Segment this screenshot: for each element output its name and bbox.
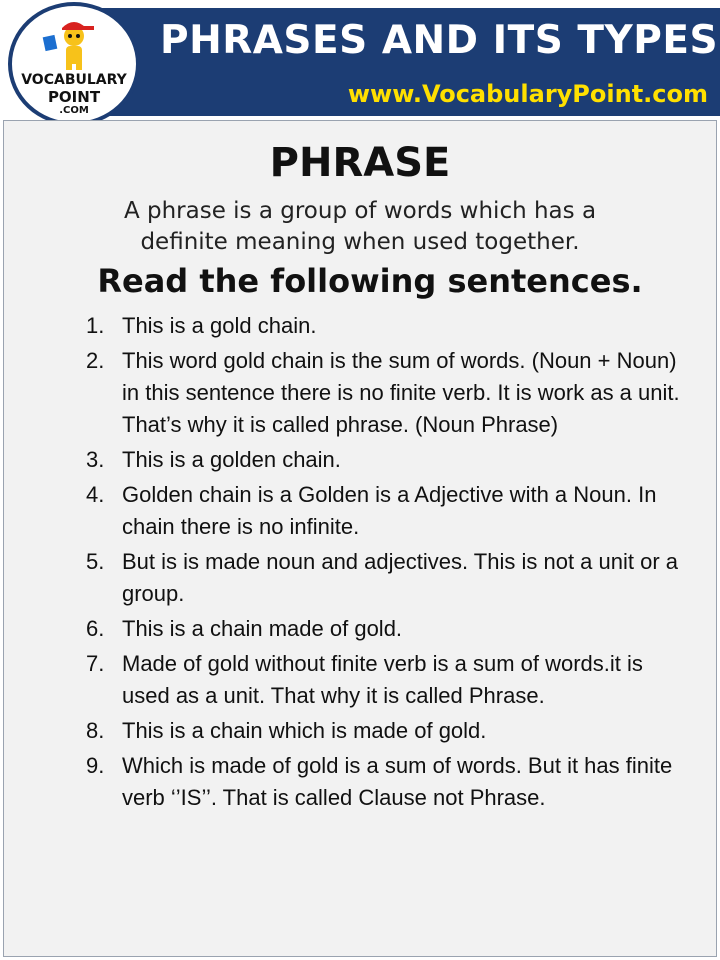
list-item <box>80 648 680 712</box>
list-item-text: But is is made noun and adjectives. This is not a unit or a group. <box>122 549 679 606</box>
sentence-list <box>80 310 680 817</box>
list-item-number: 4. <box>86 482 105 507</box>
list-item-number: 7. <box>86 651 105 676</box>
section-heading: PHRASE <box>269 140 451 186</box>
section-subheading: Read the following sentences. <box>97 262 643 300</box>
list-item-number: 5. <box>86 549 105 574</box>
list-item-number: 2. <box>86 348 105 373</box>
logo-text-vocabulary: VOCABULARY <box>21 72 127 88</box>
list-item-number: 9. <box>86 753 105 778</box>
list-item-text: This is a chain made of gold. <box>122 616 403 641</box>
list-item-text: This is a golden chain. <box>122 447 341 472</box>
list-item-number: 1. <box>86 313 105 338</box>
list-item-number: 8. <box>86 718 105 743</box>
list-item <box>80 613 680 645</box>
logo-text-com: .COM <box>59 105 89 116</box>
site-logo[interactable] <box>8 2 140 126</box>
list-item-text: Golden chain is a Golden is a Adjective with a Noun. In chain there is no infinite. <box>122 482 657 539</box>
list-item <box>80 750 680 814</box>
site-url[interactable]: www.VocabularyPoint.com <box>347 80 708 108</box>
list-item-text: This is a chain which is made of gold. <box>122 718 487 743</box>
list-item-text: This word gold chain is the sum of words. (Noun + Noun) in this sentence there is no finite verb. It is work as a unit. That’s why it is called phrase. (Noun Phrase) <box>122 348 680 437</box>
list-item <box>80 345 680 441</box>
list-item-text: Made of gold without finite verb is a sum of words.it is used as a unit. That why it is called Phrase. <box>122 651 643 708</box>
mascot-icon <box>42 14 106 72</box>
list-item <box>80 546 680 610</box>
list-item <box>80 310 680 342</box>
header <box>0 0 720 118</box>
list-item <box>80 479 680 543</box>
list-item <box>80 715 680 747</box>
logo-text-point: POINT <box>47 88 101 106</box>
page-title: PHRASES AND ITS TYPES <box>160 18 719 63</box>
list-item-number: 3. <box>86 447 105 472</box>
list-item-number: 6. <box>86 616 105 641</box>
list-item-text: This is a gold chain. <box>122 313 317 338</box>
list-item-text: Which is made of gold is a sum of words. But it has finite verb ‘’IS’’. That is called Clause not Phrase. <box>122 753 673 810</box>
list-item <box>80 444 680 476</box>
definition-text: A phrase is a group of words which has a definite meaning when used together. <box>123 198 597 255</box>
